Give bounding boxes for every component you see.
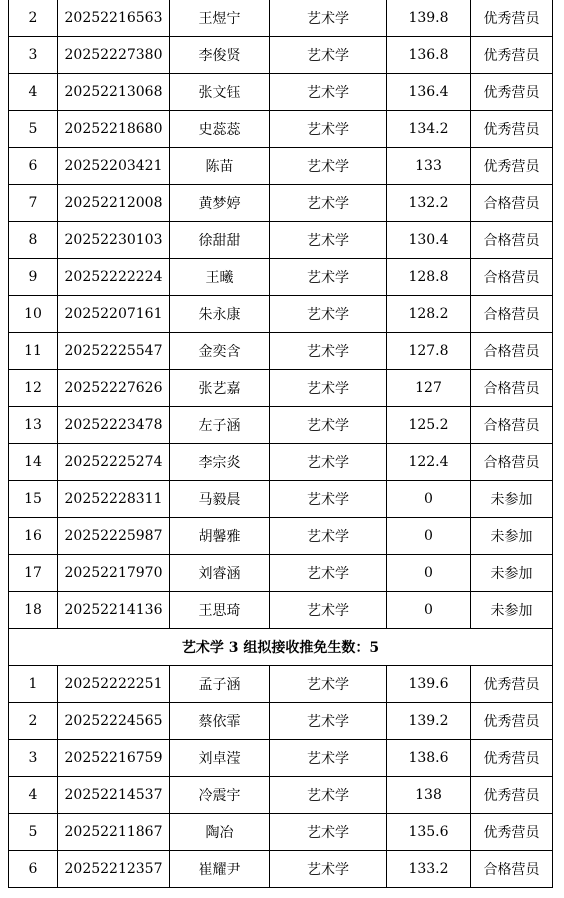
status-cell: 未参加: [471, 592, 553, 629]
applicant-id-cell: 20252212008: [58, 185, 170, 222]
score-cell: 0: [387, 592, 471, 629]
table-row: [9, 296, 553, 333]
major-cell: 艺术学: [270, 407, 387, 444]
table-row: [9, 740, 553, 777]
status-cell: 未参加: [471, 555, 553, 592]
major-cell: 艺术学: [270, 370, 387, 407]
row-index-cell: 10: [9, 296, 58, 333]
applicant-name-cell: 黄梦婷: [170, 185, 270, 222]
table-row: [9, 185, 553, 222]
applicant-name-cell: 刘卓滢: [170, 740, 270, 777]
status-cell: 优秀营员: [471, 740, 553, 777]
applicant-id-cell: 20252203421: [58, 148, 170, 185]
status-cell: 优秀营员: [471, 777, 553, 814]
applicant-name-cell: 左子涵: [170, 407, 270, 444]
status-cell: 合格营员: [471, 296, 553, 333]
status-cell: 优秀营员: [471, 111, 553, 148]
major-cell: 艺术学: [270, 148, 387, 185]
applicant-id-cell: 20252228311: [58, 481, 170, 518]
table-row: [9, 0, 553, 37]
status-cell: 合格营员: [471, 259, 553, 296]
major-cell: 艺术学: [270, 518, 387, 555]
status-cell: 未参加: [471, 518, 553, 555]
major-cell: 艺术学: [270, 222, 387, 259]
score-cell: 130.4: [387, 222, 471, 259]
score-cell: 127: [387, 370, 471, 407]
applicant-name-cell: 王曦: [170, 259, 270, 296]
applicant-id-cell: 20252224565: [58, 703, 170, 740]
applicant-id-cell: 20252225547: [58, 333, 170, 370]
status-cell: 合格营员: [471, 333, 553, 370]
table-row: [9, 666, 553, 703]
applicant-id-cell: 20252214136: [58, 592, 170, 629]
status-cell: 优秀营员: [471, 666, 553, 703]
applicant-name-cell: 王煜宁: [170, 0, 270, 37]
table-row: [9, 592, 553, 629]
applicant-id-cell: 20252225274: [58, 444, 170, 481]
score-cell: 0: [387, 481, 471, 518]
major-cell: 艺术学: [270, 74, 387, 111]
score-cell: 136.4: [387, 74, 471, 111]
table-row: [9, 333, 553, 370]
major-cell: 艺术学: [270, 777, 387, 814]
status-cell: 合格营员: [471, 851, 553, 888]
status-cell: 合格营员: [471, 407, 553, 444]
status-cell: 合格营员: [471, 222, 553, 259]
applicant-id-cell: 20252227380: [58, 37, 170, 74]
row-index-cell: 7: [9, 185, 58, 222]
score-cell: 127.8: [387, 333, 471, 370]
score-cell: 136.8: [387, 37, 471, 74]
applicant-name-cell: 王思琦: [170, 592, 270, 629]
row-index-cell: 5: [9, 111, 58, 148]
score-cell: 132.2: [387, 185, 471, 222]
score-cell: 139.2: [387, 703, 471, 740]
applicant-name-cell: 史蕊蕊: [170, 111, 270, 148]
score-cell: 134.2: [387, 111, 471, 148]
status-cell: 优秀营员: [471, 703, 553, 740]
status-cell: 优秀营员: [471, 148, 553, 185]
applicant-id-cell: 20252222224: [58, 259, 170, 296]
score-cell: 128.2: [387, 296, 471, 333]
status-cell: 优秀营员: [471, 37, 553, 74]
row-index-cell: 3: [9, 37, 58, 74]
score-cell: 135.6: [387, 814, 471, 851]
row-index-cell: 17: [9, 555, 58, 592]
row-index-cell: 9: [9, 259, 58, 296]
major-cell: 艺术学: [270, 333, 387, 370]
applicant-name-cell: 陶冶: [170, 814, 270, 851]
applicant-id-cell: 20252216563: [58, 0, 170, 37]
status-cell: 合格营员: [471, 185, 553, 222]
status-cell: 未参加: [471, 481, 553, 518]
row-index-cell: 15: [9, 481, 58, 518]
applicant-name-cell: 张艺嘉: [170, 370, 270, 407]
table-row: [9, 148, 553, 185]
applicant-name-cell: 刘睿涵: [170, 555, 270, 592]
major-cell: 艺术学: [270, 740, 387, 777]
status-cell: 优秀营员: [471, 74, 553, 111]
row-index-cell: 2: [9, 0, 58, 37]
results-table-body: [9, 0, 553, 888]
applicant-id-cell: 20252212357: [58, 851, 170, 888]
applicant-name-cell: 孟子涵: [170, 666, 270, 703]
table-row: [9, 703, 553, 740]
applicant-id-cell: 20252207161: [58, 296, 170, 333]
row-index-cell: 11: [9, 333, 58, 370]
row-index-cell: 18: [9, 592, 58, 629]
major-cell: 艺术学: [270, 666, 387, 703]
table-row: [9, 518, 553, 555]
applicant-name-cell: 蔡依霏: [170, 703, 270, 740]
applicant-name-cell: 胡馨雅: [170, 518, 270, 555]
row-index-cell: 1: [9, 666, 58, 703]
score-cell: 133: [387, 148, 471, 185]
major-cell: 艺术学: [270, 0, 387, 37]
score-cell: 125.2: [387, 407, 471, 444]
table-row: [9, 74, 553, 111]
applicant-id-cell: 20252218680: [58, 111, 170, 148]
score-cell: 0: [387, 555, 471, 592]
results-table: [8, 0, 553, 888]
table-row: [9, 851, 553, 888]
applicant-name-cell: 李俊贤: [170, 37, 270, 74]
table-row: [9, 259, 553, 296]
table-row: [9, 777, 553, 814]
row-index-cell: 2: [9, 703, 58, 740]
table-row: [9, 814, 553, 851]
major-cell: 艺术学: [270, 481, 387, 518]
table-row: [9, 407, 553, 444]
table-row: [9, 111, 553, 148]
applicant-id-cell: 20252222251: [58, 666, 170, 703]
row-index-cell: 6: [9, 148, 58, 185]
major-cell: 艺术学: [270, 814, 387, 851]
major-cell: 艺术学: [270, 185, 387, 222]
table-row: [9, 555, 553, 592]
row-index-cell: 12: [9, 370, 58, 407]
score-cell: 138.6: [387, 740, 471, 777]
row-index-cell: 4: [9, 777, 58, 814]
row-index-cell: 6: [9, 851, 58, 888]
applicant-id-cell: 20252230103: [58, 222, 170, 259]
applicant-id-cell: 20252225987: [58, 518, 170, 555]
applicant-name-cell: 朱永康: [170, 296, 270, 333]
score-cell: 133.2: [387, 851, 471, 888]
row-index-cell: 14: [9, 444, 58, 481]
table-row: [9, 481, 553, 518]
row-index-cell: 4: [9, 74, 58, 111]
applicant-name-cell: 张文钰: [170, 74, 270, 111]
table-row: [9, 444, 553, 481]
row-index-cell: 3: [9, 740, 58, 777]
status-cell: 合格营员: [471, 444, 553, 481]
table-row: [9, 37, 553, 74]
applicant-name-cell: 冷震宇: [170, 777, 270, 814]
applicant-id-cell: 20252214537: [58, 777, 170, 814]
major-cell: 艺术学: [270, 444, 387, 481]
row-index-cell: 8: [9, 222, 58, 259]
score-cell: 138: [387, 777, 471, 814]
row-index-cell: 13: [9, 407, 58, 444]
applicant-name-cell: 马毅晨: [170, 481, 270, 518]
applicant-id-cell: 20252211867: [58, 814, 170, 851]
score-cell: 139.8: [387, 0, 471, 37]
applicant-id-cell: 20252227626: [58, 370, 170, 407]
group-quota-heading: 艺术学 3 组拟接收推免生数：5: [9, 629, 553, 666]
applicant-id-cell: 20252223478: [58, 407, 170, 444]
applicant-name-cell: 金奕含: [170, 333, 270, 370]
applicant-id-cell: 20252217970: [58, 555, 170, 592]
table-row: [9, 222, 553, 259]
major-cell: 艺术学: [270, 703, 387, 740]
major-cell: 艺术学: [270, 296, 387, 333]
applicant-name-cell: 李宗炎: [170, 444, 270, 481]
row-index-cell: 5: [9, 814, 58, 851]
score-cell: 139.6: [387, 666, 471, 703]
row-index-cell: 16: [9, 518, 58, 555]
score-cell: 128.8: [387, 259, 471, 296]
major-cell: 艺术学: [270, 37, 387, 74]
applicant-id-cell: 20252213068: [58, 74, 170, 111]
table-row: [9, 370, 553, 407]
major-cell: 艺术学: [270, 592, 387, 629]
applicant-name-cell: 陈苗: [170, 148, 270, 185]
major-cell: 艺术学: [270, 259, 387, 296]
status-cell: 合格营员: [471, 370, 553, 407]
status-cell: 优秀营员: [471, 814, 553, 851]
applicant-name-cell: 徐甜甜: [170, 222, 270, 259]
major-cell: 艺术学: [270, 555, 387, 592]
major-cell: 艺术学: [270, 111, 387, 148]
major-cell: 艺术学: [270, 851, 387, 888]
applicant-name-cell: 崔耀尹: [170, 851, 270, 888]
score-cell: 122.4: [387, 444, 471, 481]
group-header-row: [9, 629, 553, 666]
score-cell: 0: [387, 518, 471, 555]
status-cell: 优秀营员: [471, 0, 553, 37]
applicant-id-cell: 20252216759: [58, 740, 170, 777]
